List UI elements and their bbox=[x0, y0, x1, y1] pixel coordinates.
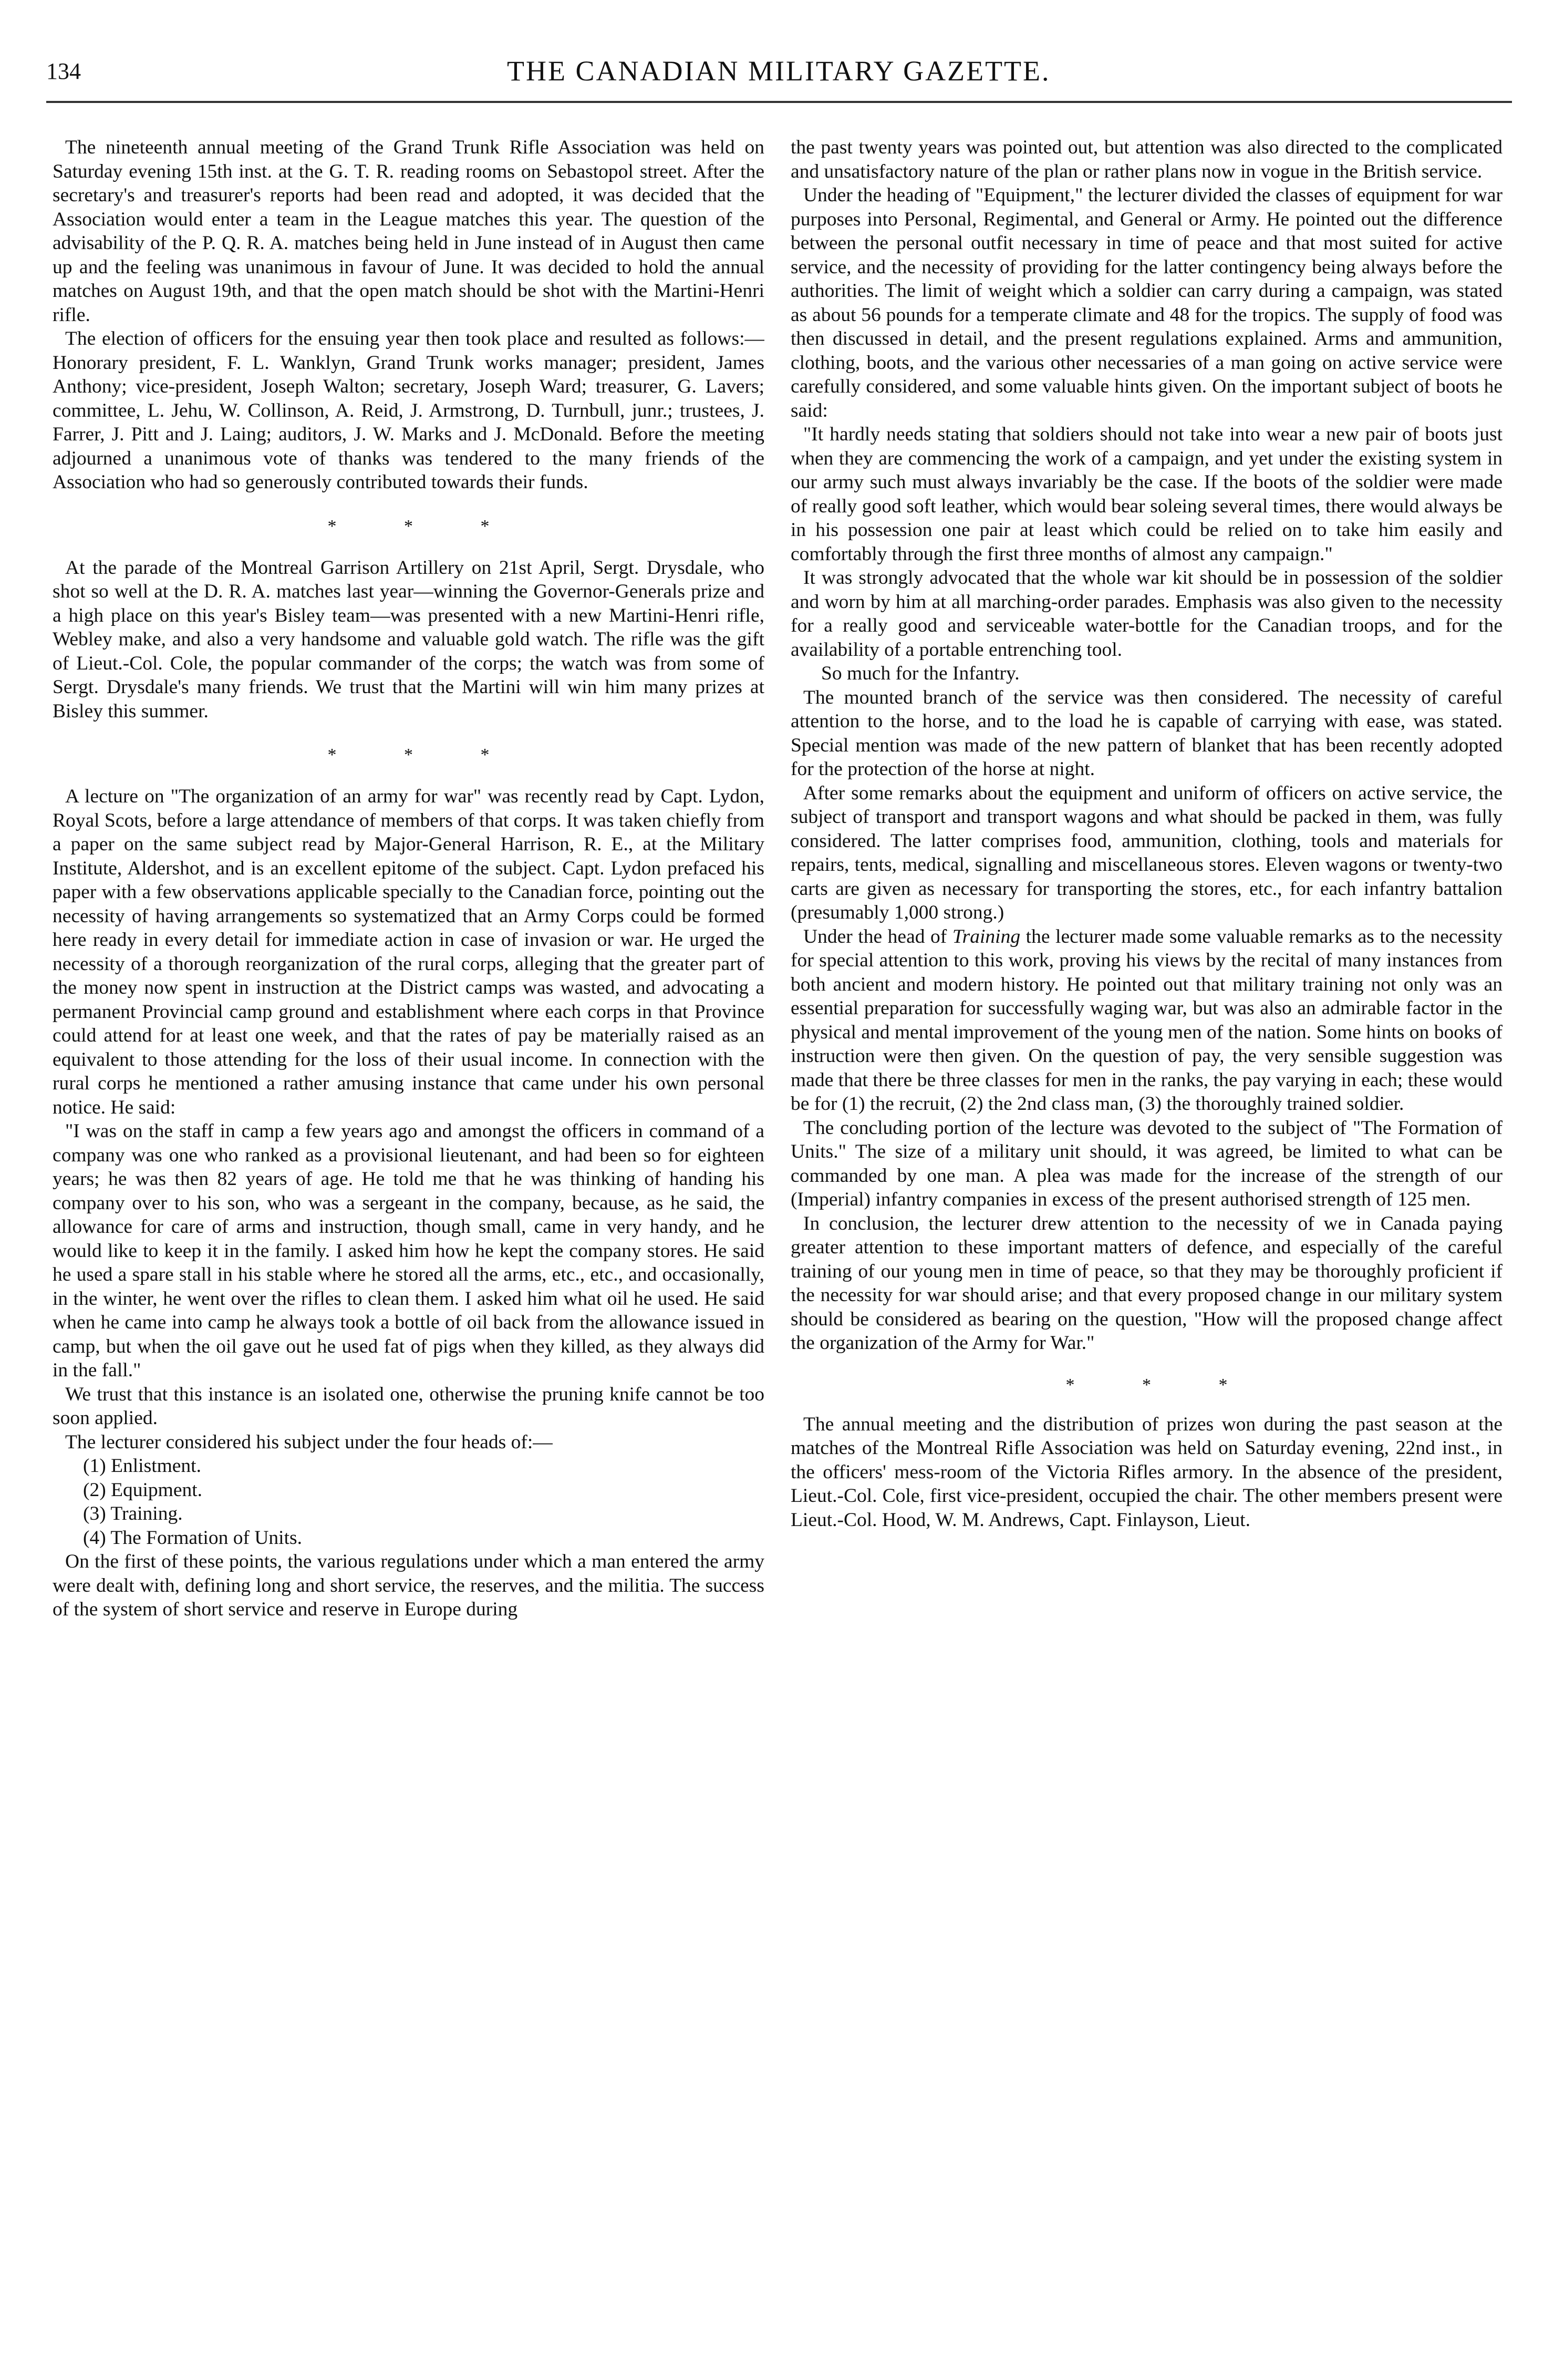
right-column bbox=[791, 136, 1503, 2358]
page-number: 134 bbox=[46, 58, 81, 84]
lecture-paragraph: The mounted branch of the service was then considered. The necessity of careful attention to the horse, and to the load he is capable of carrying with ease, was stated. Special mention was made of the new pattern of blanket that has been recently adopted for the protection of the horse at night. bbox=[791, 686, 1503, 780]
article-lecture-paragraph: A lecture on "The organization of an army for war" was recently read by Capt. Lydon, Royal Scots, before a large attendance of members of that corps. It was taken chiefly from a paper on the same subject read by Major-General Harrison, R. E., at the Military Institute, Aldershot, and is an excellent epitome of the subject. Capt. Lydon prefaced his paper with a few observations applicable specially to the Canadian force, pointing out the necessity of having arrangements so systematized that an Army Corps could be formed here ready in every detail for immediate action in case of invasion or war. He urged the necessity of a thorough reorganization of the rural corps, alleging that the greater part of the money now spent in instruction at the District camps was wasted, and advocating a permanent Provincial camp ground and establishment where each corps in that Province could attend for at least one week, and that the rates of pay be materially raised as an equivalent to those attending for the loss of their usual income. In connection with the rural corps he mentioned a rather amusing instance that came under his own personal notice. He said: bbox=[53, 786, 764, 1118]
lecture-continued-paragraph: the past twenty years was pointed out, but attention was also directed to the complicated and unsatisfactory nature of the plan or rather plans now in vogue in the British service. bbox=[791, 137, 1503, 182]
lecture-equipment-paragraph: Under the heading of "Equipment," the lecturer divided the classes of equipment for war purposes into Personal, Regimental, and General or Army. He pointed out the difference between the personal outfit necessary in time of peace and that most suited for active service, and the necessity of providing for the latter contingency being always before the authorities. The limit of weight which a soldier can carry during a campaign, was stated as about 56 pounds for a temperate climate and 48 for the tropics. The supply of food was then discussed in detail, and the present regulations explained. Arms and ammunition, clothing, boots, and the various other necessaries of a man going on active service were carefully considered, and some valuable hints given. On the important subject of boots he said: bbox=[791, 184, 1503, 421]
header-rule bbox=[46, 101, 1512, 103]
article-rifle-association-paragraph: The annual meeting and the distribution of prizes won during the past season at the matches of the Montreal Rifle Association was held on Saturday evening, 22nd inst., in the officers' mess-room of the Victoria Rifles armory. In the absence of the president, Lieut.-Col. Cole, first vice-president, occupied the chair. The other members present were Lieut.-Col. Hood, W. M. Andrews, Capt. Finlayson, Lieut. bbox=[791, 1413, 1503, 1531]
lecture-paragraph: We trust that this instance is an isolated one, otherwise the pruning knife cannot be too soon applied. bbox=[53, 1383, 764, 1429]
lecture-quote-paragraph: "It hardly needs stating that soldiers should not take into wear a new pair of boots just when they are commencing the work of a campaign, and yet under the existing system in our army such must always invariably be the case. If the boots of the soldier were made of really good soft leather, which would bear soleing several times, there would always be in his possession one pair at least which could be relied on to take him easily and comfortably through the first three months of almost any campaign." bbox=[791, 424, 1503, 565]
lecture-paragraph: The concluding portion of the lecture was devoted to the subject of "The Formation of Units." The size of a military unit should, it was agreed, be limited to what can be commanded by one man. A plea was made for the increase of the strength of our (Imperial) infantry companies in excess of the present authorised strength of 125 men. bbox=[791, 1117, 1503, 1210]
article-drysdale-paragraph: At the parade of the Montreal Garrison Artillery on 21st April, Sergt. Drysdale, who shot so well at the D. R. A. matches last year—winning the Governor-Generals prize and a high place on this year's Bisley team—was presented with a new Martini-Henri rifle, Webley make, and also a very handsome and valuable gold watch. The rifle was the gift of Lieut.-Col. Cole, the popular commander of the corps; the watch was from some of Sergt. Drysdale's many friends. We trust that the Martini will win him many prizes at Bisley this summer. bbox=[53, 557, 764, 722]
list-item: (1) Enlistment. bbox=[83, 1455, 201, 1477]
section-separator: * * * bbox=[327, 516, 521, 536]
list-item: (4) The Formation of Units. bbox=[83, 1527, 302, 1549]
list-item: (2) Equipment. bbox=[83, 1479, 203, 1501]
lecture-paragraph: It was strongly advocated that the whole war kit should be in possession of the soldier and worn by him at all marching-order parades. Emphasis was also given to the necessity for a really good and serviceable water-bottle for the Canadian troops, and for the availability of a portable entrenching tool. bbox=[791, 567, 1503, 661]
page-title: THE CANADIAN MILITARY GAZETTE. bbox=[507, 55, 1051, 87]
lecture-paragraph: In conclusion, the lecturer drew attention to the necessity of we in Canada paying greater attention to these important matters of defence, and especially of the careful training of our young men in time of peace, so that they may be thoroughly proficient if the necessity for war should arise; and that every proposed change in our military system should be considered as bearing on the question, "How will the proposed change affect the organization of the Army for War." bbox=[791, 1212, 1503, 1354]
lecture-paragraph: So much for the Infantry. bbox=[821, 663, 1020, 684]
left-column bbox=[53, 136, 764, 2358]
text-run: Under the head of bbox=[803, 925, 952, 947]
article-grand-trunk-officers-paragraph: The election of officers for the ensuing year then took place and resulted as follows:—Honorary president, F. L. Wanklyn, Grand Trunk works manager; president, James Anthony; vice-president, Joseph Walton; secretary, Joseph Ward; treasurer, G. Lavers; committee, L. Jehu, W. Collinson, A. Reid, J. Armstrong, D. Turnbull, junr.; trustees, J. Farrer, J. Pitt and J. Laing; auditors, J. W. Marks and J. McDonald. Before the meeting adjourned a unanimous vote of thanks was tendered to the many friends of the Association who had so generously contributed towards their funds. bbox=[53, 328, 764, 493]
emphasis-text: Training bbox=[952, 925, 1021, 947]
lecture-training-paragraph bbox=[791, 925, 1503, 1116]
article-grand-trunk-paragraph: The nineteenth annual meeting of the Grand Trunk Rifle Association was held on Saturday evening 15th inst. at the G. T. R. reading rooms on Sebastopol street. After the secretary's and treasurer's reports had been read and adopted, it was decided that the Association would enter a team in the League matches this year. The question of the advisability of the P. Q. R. A. matches being held in June instead of in August then came up and the feeling was unanimous in favour of June. It was decided to hold the annual matches on August 19th, and that the open match should be shot with the Martini-Henri rifle. bbox=[53, 137, 764, 326]
lecture-paragraph: On the first of these points, the various regulations under which a man entered the army were dealt with, defining long and short service, the reserves, and the militia. The success of the system of short service and reserve in Europe during bbox=[53, 1551, 764, 1620]
list-item: (3) Training. bbox=[83, 1503, 183, 1524]
lecture-quote-paragraph: "I was on the staff in camp a few years ago and amongst the officers in command of a company was one who ranked as a provisional lieutenant, and had been so for eighteen years; he was then 82 years of age. He told me that he was thinking of handing his company over to his son, who was a sergeant in the company, because, as he said, the allowance for care of arms and instruction, though small, came in very handy, and he would like to keep it in the family. I asked him how he kept the company stores. He said he used a spare stall in his stable where he stored all the arms, etc., etc., and occasionally, in the winter, he went over the rifles to clean them. I asked him what oil he used. He said when he came into camp he always took a bottle of oil back from the allowance issued in camp, but when the oil gave out he used fat of pigs when they killed, as they always did in the fall." bbox=[53, 1120, 764, 1381]
lecture-paragraph: The lecturer considered his subject under the four heads of:— bbox=[65, 1431, 553, 1453]
lecture-paragraph: After some remarks about the equipment and uniform of officers on active service, the subject of transport and transport wagons and what should be packed in them, was fully considered. The latter comprises food, ammunition, clothing, tools and materials for repairs, tents, medical, signalling and miscellaneous stores. Eleven wagons or twenty-two carts are given as necessary for transporting the stores, etc., for each infantry battalion (presumably 1,000 strong.) bbox=[791, 782, 1503, 923]
section-separator: * * * bbox=[1065, 1375, 1259, 1395]
text-run: the lecturer made some valuable remarks as to the necessity for special attention to this work, proving his views by the recital of many instances from both ancient and modern history. He pointed out that military training not only was an essential preparation for successfully waging war, but was also an admirable factor in the physical and mental improvement of the young men of the nation. Some hints on books of instruction were then given. On the question of pay, the very sensible suggestion was made that there be three classes for men in the ranks, the pay varying in each; these would be for (1) the recruit, (2) the 2nd class man, (3) the thoroughly trained soldier. bbox=[791, 925, 1503, 1115]
section-separator: * * * bbox=[327, 745, 521, 765]
